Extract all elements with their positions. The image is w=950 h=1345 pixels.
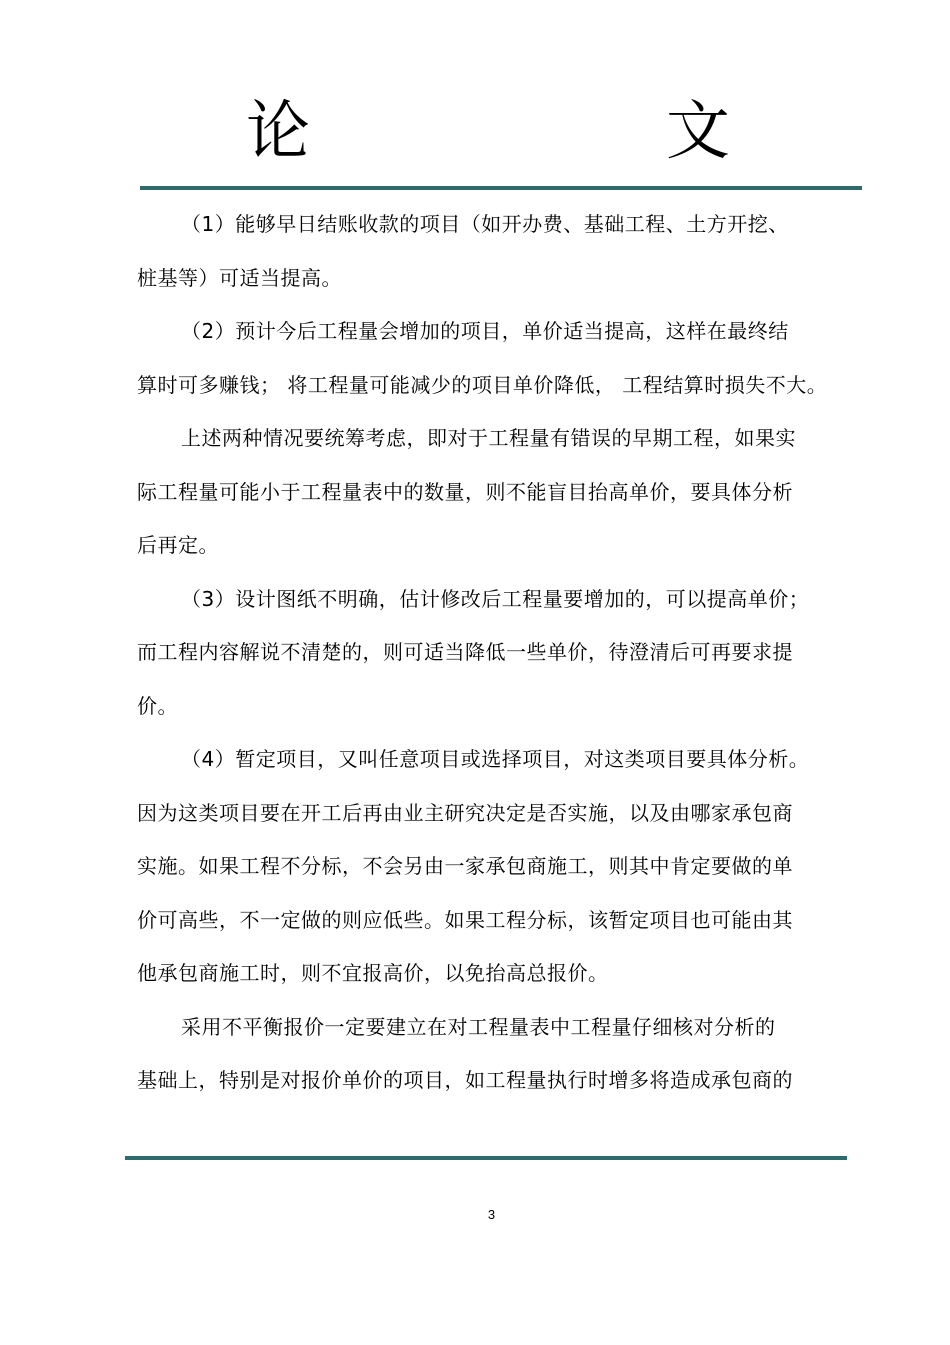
text-line: （4）暂定项目，又叫任意项目或选择项目，对这类项目要具体分析。	[181, 747, 810, 771]
text-line: 价。	[137, 693, 178, 718]
header-char-lun: 论	[246, 95, 310, 169]
text-line: （1）能够早日结账收款的项目（如开办费、基础工程、土方开挖、	[181, 212, 789, 236]
text-line: 算时可多赚钱； 将工程量可能减少的项目单价降低， 工程结算时损失不大。	[137, 372, 828, 397]
text-line: 实施。如果工程不分标，不会另由一家承包商施工，则其中肯定要做的单	[137, 854, 793, 878]
paragraph-6	[137, 1001, 837, 1108]
page-number: 3	[487, 1207, 496, 1222]
text-line: 因为这类项目要在开工后再由业主研究决定是否实施，以及由哪家承包商	[137, 800, 793, 825]
text-line: 价可高些，不一定做的则应低些。如果工程分标，该暂定项目也可能由其	[137, 907, 793, 932]
text-line: 后再定。	[137, 533, 219, 557]
paragraph-3	[137, 412, 837, 573]
footer-divider	[125, 1156, 847, 1160]
paragraph-5	[137, 733, 837, 1001]
paragraph-1	[137, 198, 837, 305]
text-line: 基础上，特别是对报价单价的项目，如工程量执行时增多将造成承包商的	[137, 1068, 793, 1092]
paragraph-2	[137, 305, 837, 412]
body-text	[137, 198, 837, 1108]
header-divider	[140, 186, 862, 190]
text-line: （2）预计今后工程量会增加的项目，单价适当提高，这样在最终结	[181, 319, 789, 343]
text-line: 上述两种情况要统筹考虑，即对于工程量有错误的早期工程，如果实	[181, 426, 796, 450]
text-line: 际工程量可能小于工程量表中的数量，则不能盲目抬高单价，要具体分析	[137, 479, 793, 504]
paragraph-4	[137, 573, 837, 734]
text-line: 采用不平衡报价一定要建立在对工程量表中工程量仔细核对分析的	[181, 1014, 776, 1039]
text-line: （3）设计图纸不明确，估计修改后工程量要增加的，可以提高单价；	[181, 586, 810, 611]
header-char-wen: 文	[666, 95, 730, 169]
text-line: 他承包商施工时，则不宜报高价，以免抬高总报价。	[137, 961, 609, 985]
text-line: 而工程内容解说不清楚的，则可适当降低一些单价，待澄清后可再要求提	[137, 640, 793, 664]
text-line: 桩基等）可适当提高。	[137, 265, 342, 290]
